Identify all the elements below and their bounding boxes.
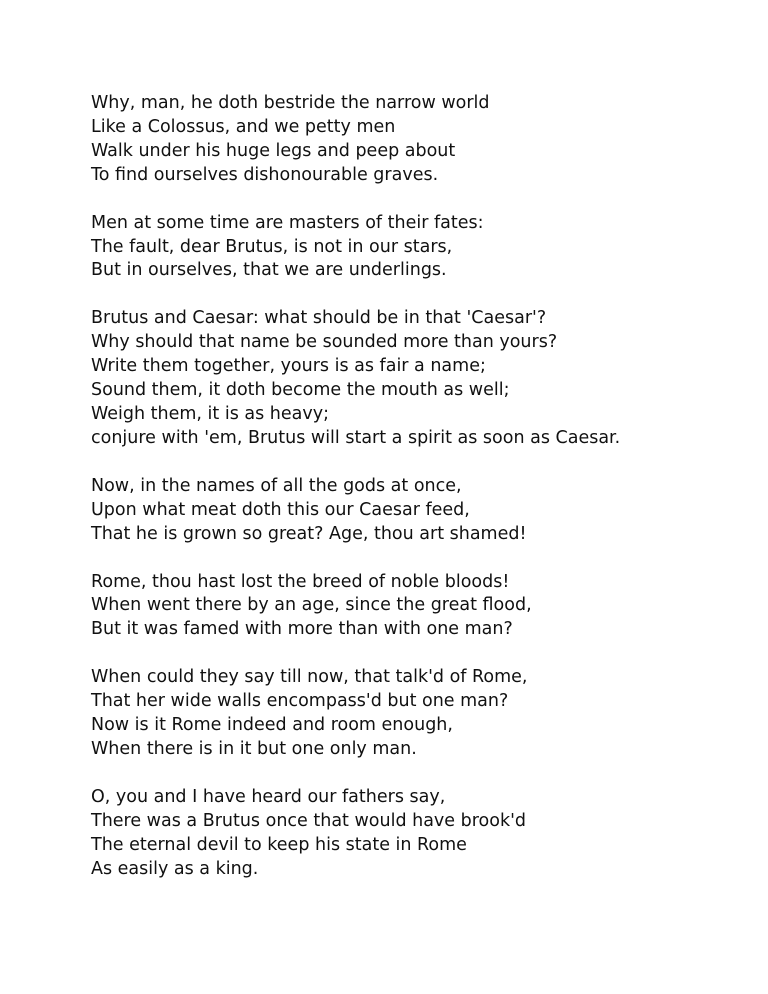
- poem-line: Why should that name be sounded more than yours?: [91, 332, 558, 353]
- stanza: [91, 571, 751, 643]
- poem-line: Like a Colossus, and we petty men: [91, 116, 396, 137]
- poem-line: Sound them, it doth become the mouth as well;: [91, 380, 510, 401]
- poem-line: Upon what meat doth this our Caesar feed,: [91, 499, 470, 520]
- poem-line: When could they say till now, that talk'd of Rome,: [91, 667, 528, 688]
- stanza: [91, 475, 751, 547]
- poem-line: The eternal devil to keep his state in Rome: [91, 834, 467, 855]
- poem-line: conjure with 'em, Brutus will start a spirit as soon as Caesar.: [91, 427, 621, 448]
- poem-line: Men at some time are masters of their fates:: [91, 212, 484, 233]
- poem-line: When went there by an age, since the great flood,: [91, 595, 532, 616]
- poem-line: Weigh them, it is as heavy;: [91, 403, 329, 424]
- poem-line: But it was famed with more than with one man?: [91, 619, 513, 640]
- poem-line: There was a Brutus once that would have brook'd: [91, 810, 526, 831]
- poem-line: As easily as a king.: [91, 858, 259, 879]
- poem-line: But in ourselves, that we are underlings.: [91, 260, 447, 281]
- stanza: [91, 92, 751, 188]
- poem-line: When there is in it but one only man.: [91, 738, 417, 759]
- poem-line: O, you and I have heard our fathers say,: [91, 786, 446, 807]
- poem-line: Write them together, yours is as fair a name;: [91, 356, 486, 377]
- poem-line: To find ourselves dishonourable graves.: [91, 164, 439, 185]
- poem-line: Brutus and Caesar: what should be in that 'Caesar'?: [91, 308, 547, 329]
- poem-line: Walk under his huge legs and peep about: [91, 140, 456, 161]
- poem-line: Now, in the names of all the gods at once,: [91, 475, 462, 496]
- stanza: [91, 786, 751, 882]
- poem-line: Why, man, he doth bestride the narrow world: [91, 93, 490, 113]
- poem-line: That he is grown so great? Age, thou art shamed!: [91, 523, 527, 544]
- stanza: [91, 666, 751, 762]
- poem-text: [91, 92, 751, 881]
- poem-line: The fault, dear Brutus, is not in our stars,: [91, 236, 453, 257]
- stanza: [91, 212, 751, 284]
- stanza: [91, 307, 751, 450]
- poem-line: That her wide walls encompass'd but one man?: [91, 691, 509, 712]
- poem-line: Now is it Rome indeed and room enough,: [91, 715, 453, 736]
- poem-line: Rome, thou hast lost the breed of noble bloods!: [91, 571, 510, 592]
